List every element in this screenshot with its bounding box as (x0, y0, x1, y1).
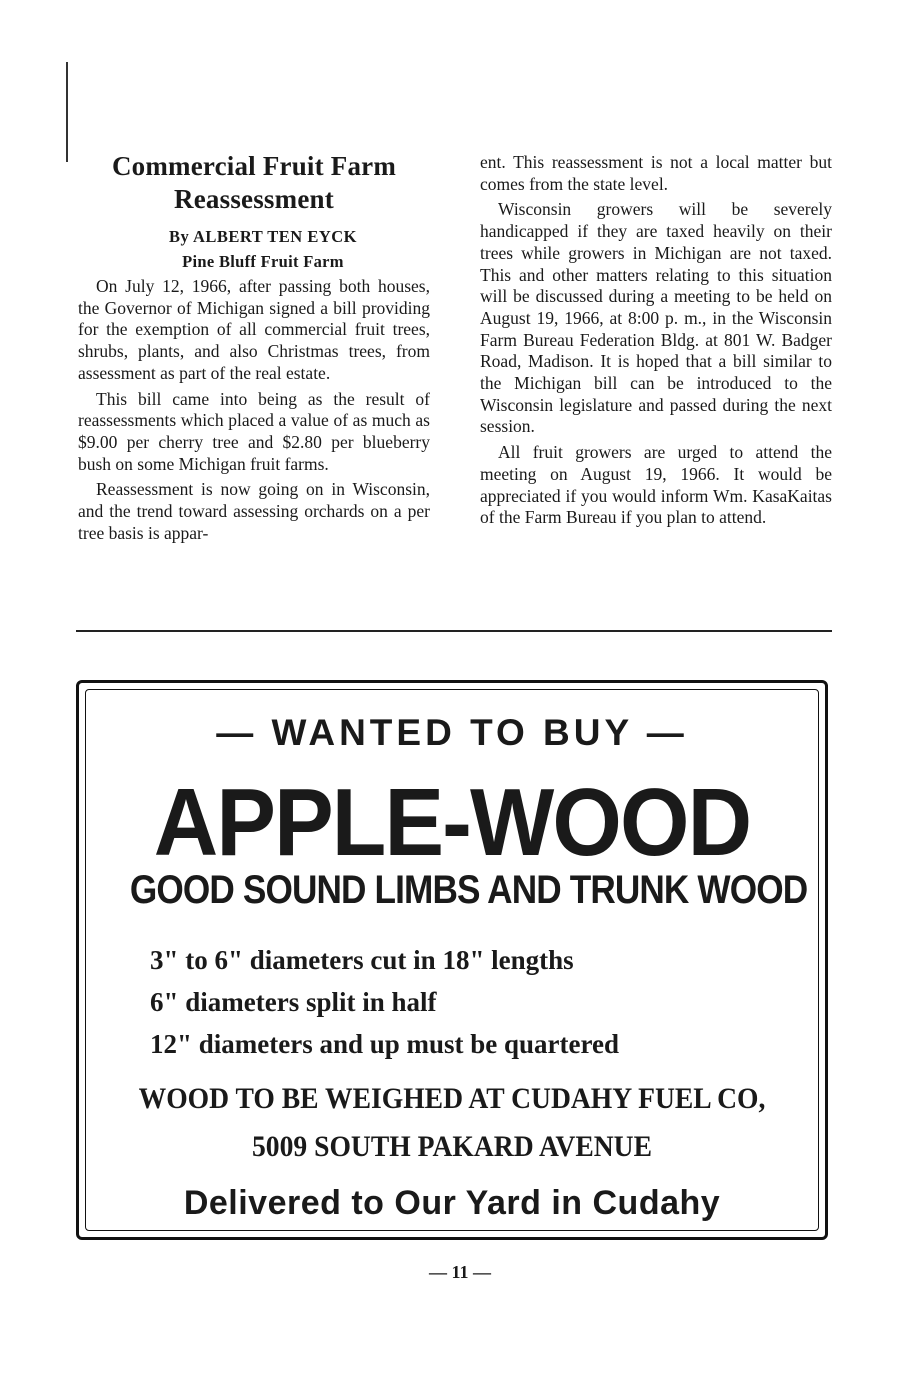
article-paragraph: Wisconsin growers will be severely handicapped if they are taxed heavily on their trees while growers in Michigan are not taxed. This and other matters relating to this situation will be discussed during a meeting to be held on August 19, 1966, at 8:00 p. m., in the Wisconsin Farm Bureau Federation Bldg. at 801 W. Badger Road, Madison. It is hoped that a bill similar to the Michigan bill can be introduced to the Wisconsin legislature and passed during the next session. (480, 199, 832, 437)
ad-weigh-location: WOOD TO BE WEIGHED AT CUDAHY FUEL CO, (138, 1082, 766, 1115)
page-number: — 11 — (428, 1262, 491, 1282)
advertisement-inner-border (85, 689, 819, 1231)
section-divider (76, 630, 832, 632)
article-paragraph: ent. This reassessment is not a local matter but comes from the state level. (480, 152, 832, 194)
ad-spec-line: 3" to 6" diameters cut in 18" lengths (150, 945, 574, 975)
article-right-column (480, 152, 832, 529)
advertisement-box (76, 680, 828, 1240)
article-left-column (78, 150, 430, 544)
article-byline: By ALBERT TEN EYCK (169, 227, 357, 246)
article-title-line2: Reassessment (174, 184, 334, 214)
article-title-line1: Commercial Fruit Farm (111, 151, 397, 181)
article-title (78, 150, 430, 216)
ad-spec-line: 12" diameters and up must be quartered (150, 1029, 620, 1059)
margin-rule (66, 62, 68, 162)
article-paragraph: All fruit growers are urged to attend the meeting on August 19, 1966. It would be appreciated if you would inform Wm. KasaKaitas of the Farm Bureau if you plan to attend. (480, 442, 832, 528)
ad-wanted-heading: — WANTED TO BUY — (216, 712, 688, 753)
article-paragraph: Reassessment is now going on in Wisconsin, and the trend toward assessing orchards on a per tree basis is appar- (78, 479, 430, 543)
article-paragraph: This bill came into being as the result of reassessments which placed a value of as much as $9.00 per cherry tree and $2.80 per blueberry bush on some Michigan fruit farms. (78, 388, 430, 474)
ad-spec-line: 6" diameters split in half (150, 987, 437, 1017)
ad-delivery-note: Delivered to Our Yard in Cudahy (183, 1184, 721, 1222)
article-paragraph: On July 12, 1966, after passing both houses, the Governor of Michigan signed a bill providing for the exemption of all commercial fruit trees, shrubs, plants, and also Christmas trees, from assessment as part of the real estate. (78, 276, 430, 383)
article-affiliation: Pine Bluff Fruit Farm (182, 252, 344, 271)
ad-headline: APPLE-WOOD (153, 769, 751, 876)
ad-address: 5009 SOUTH PAKARD AVENUE (252, 1130, 652, 1163)
ad-subhead: GOOD SOUND LIMBS AND TRUNK WOOD (129, 868, 808, 912)
